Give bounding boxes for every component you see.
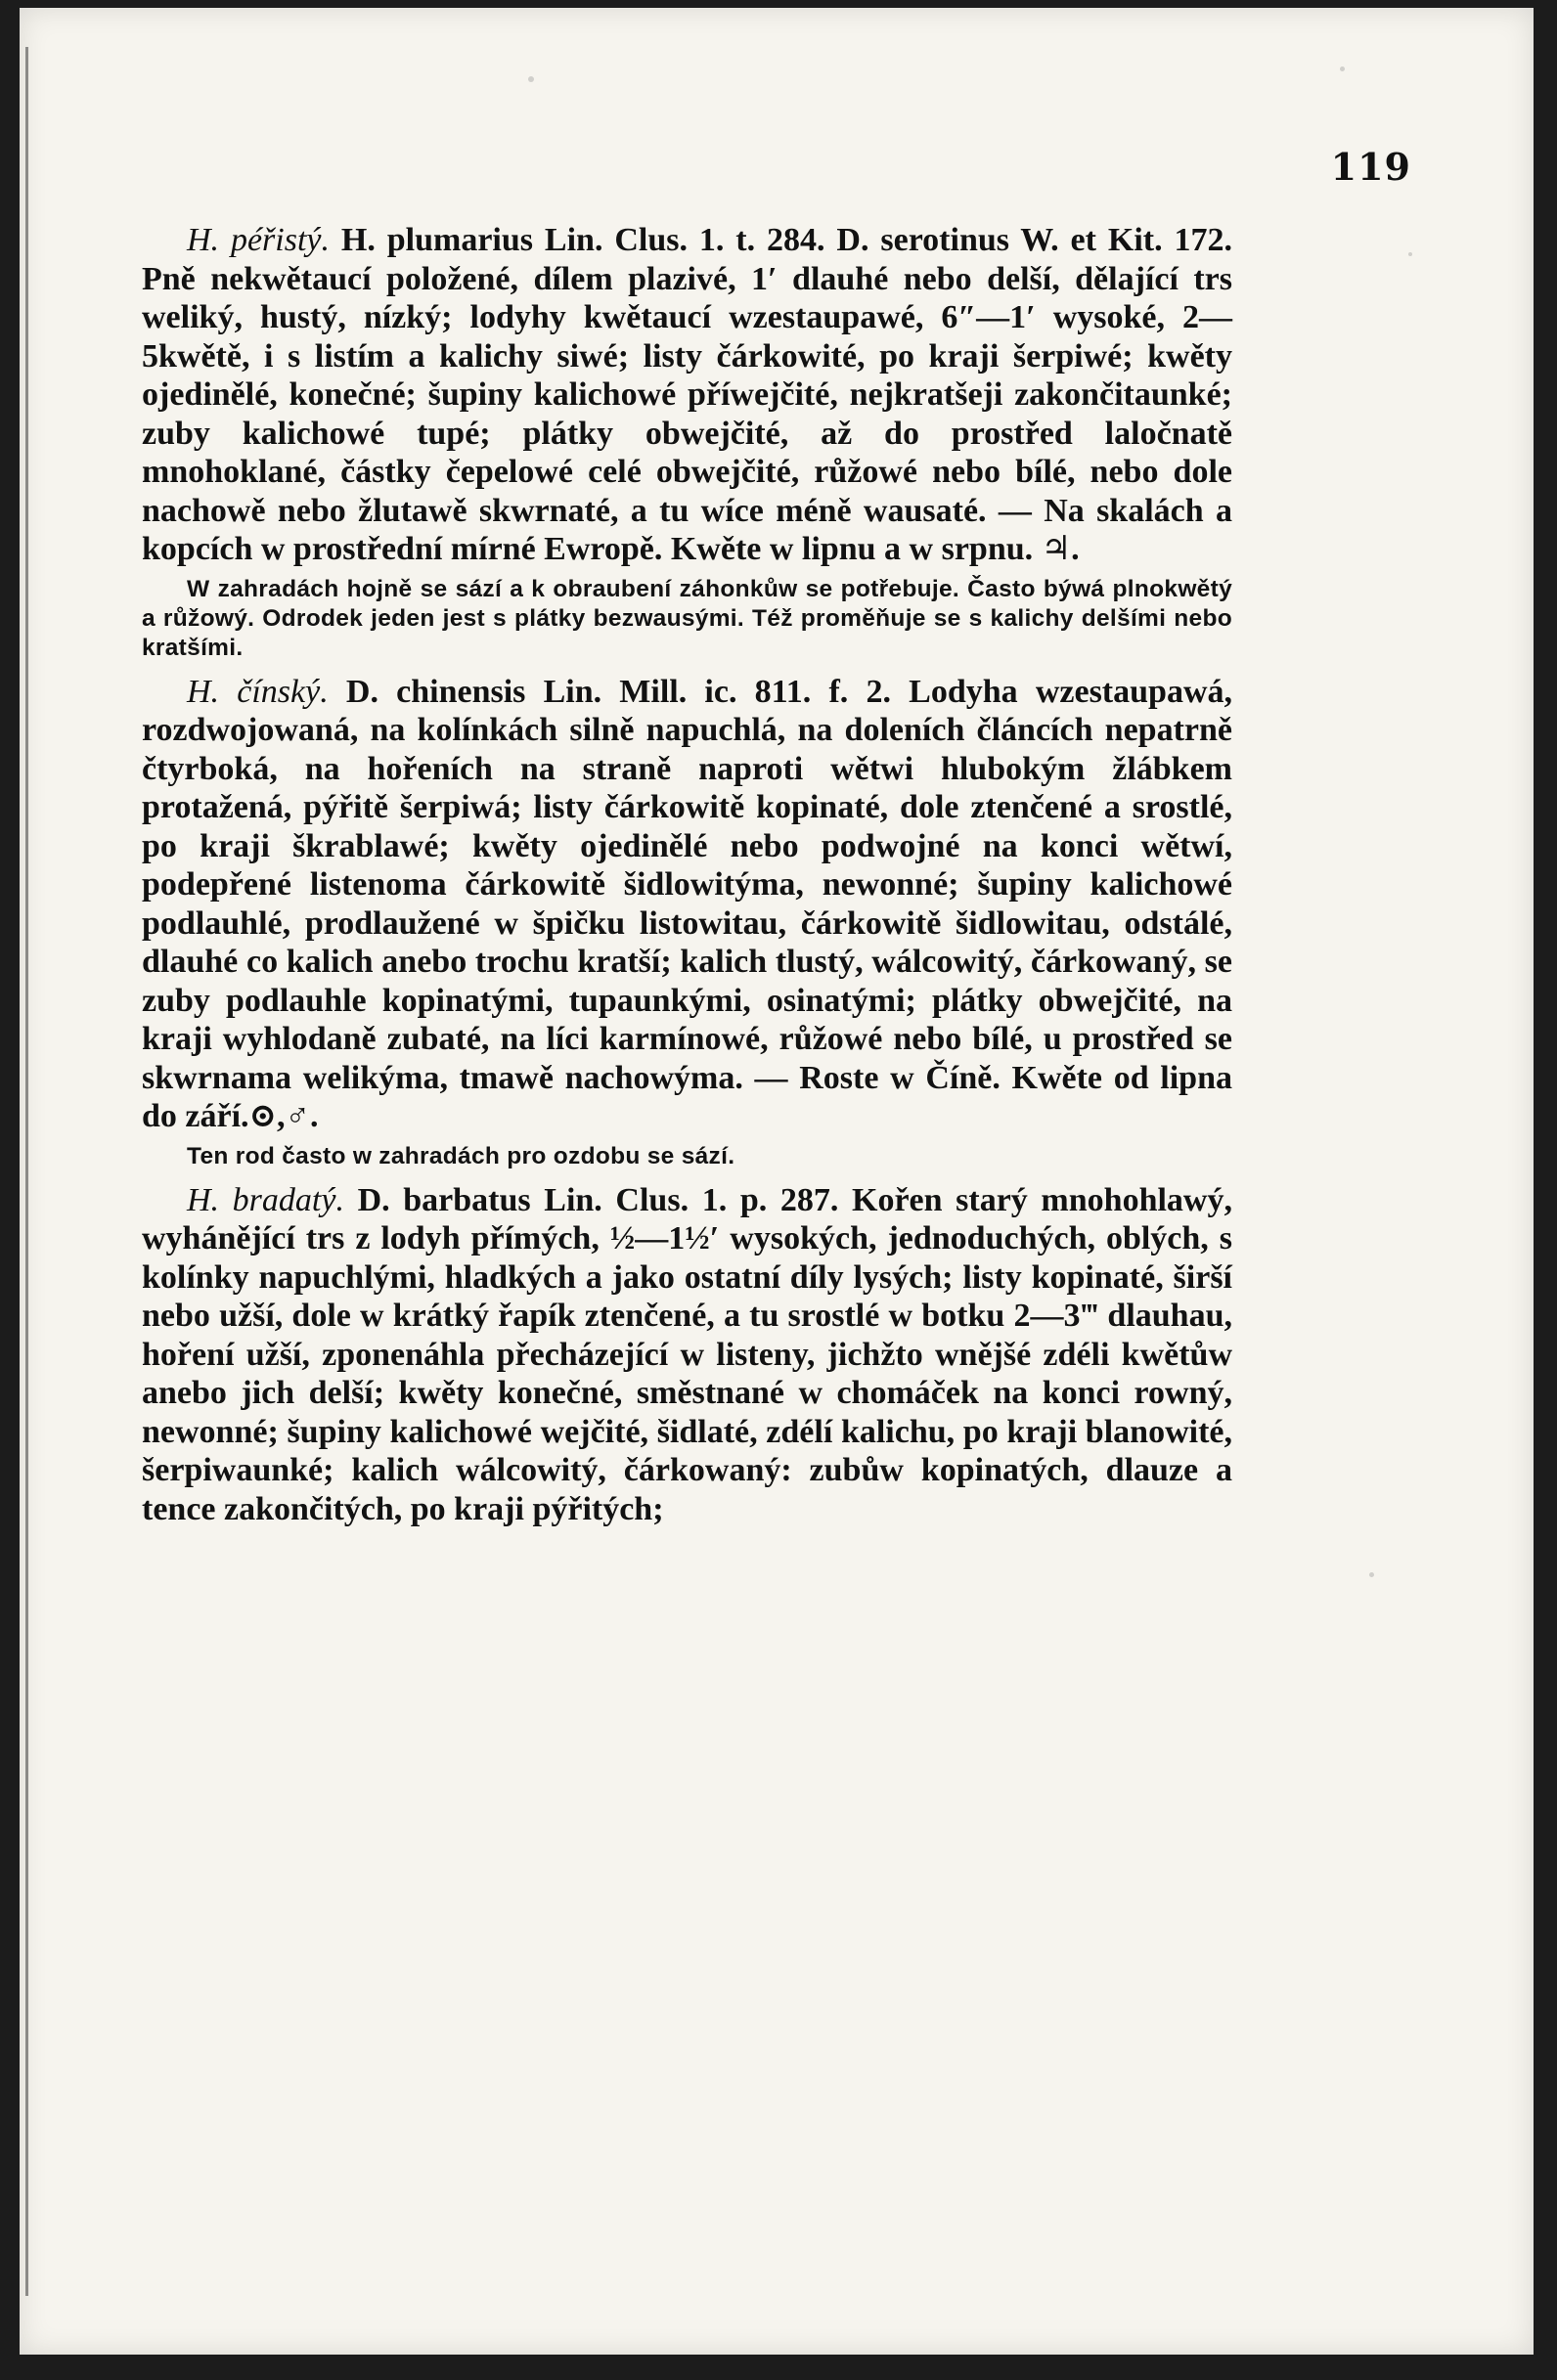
entry-text: H. plumarius Lin. Clus. 1. t. 284. D. serotinus W. et Kit. 172. Pně nekwětaucí položené, dílem plazivé, 1′ dlauhé nebo delší, dělající trs weliký, hustý, nízký; lodyhy kwětaucí wzestaupawé, 6″—1′ wysoké, 2—5kwětě, i s listím a kalichy siwé; listy čárkowité, po kraji šerpiwé; kwěty ojedinělé, konečné; šupiny kalichowé příwejčité, nejkratšeji zakončitaunké; zuby kalichowé tupé; plátky obwejčité, až do prostřed laločnatě mnohoklané, částky čepelowé celé obwejčité, růžowé nebo bílé, nebo dole nachowě nebo žlutawě skwrnaté, a tu wíce méně wausaté. — Na skalách a kopcích w prostřední mírné Ewropě. Kwěte w lipnu a w srpnu. ♃. — [142, 222, 1232, 567]
paper-speck — [1408, 252, 1412, 256]
footnote-plumarius: W zahradách hojně se sází a k obraubení záhonkůw se potřebuje. Často býwá plnokwětý a růžowý. Odrodek jeden jest s plátky bezwausými. Též proměňuje se s kalichy delšími nebo kratšími. — [142, 575, 1232, 661]
entry-text: D. barbatus Lin. Clus. 1. p. 287. Kořen starý mnohohlawý, wyhánějící trs z lodyh přímých, ½—1½′ wysokých, jednoduchých, oblých, s kolínky napuchlými, hladkých a jako ostatní díly lysých; listy kopinaté, širší nebo užší, dole w krátký řapík ztenčené, a tu srostlé w botku 2—3‴ dlauhau, hoření užší, zponenáhla přecházející w listeny, jichžto wnějšé zdéli kwětůw anebo jich delší; kwěty konečné, směstnané w chomáček na konci rowný, newonné; šupiny kalichowé wejčité, šidlaté, zdélí kalichu, po kraji blanowité, šerpiwaunké; kalich wálcowitý, čárkowaný: zubůw kopinatých, dlauze a tence zakončitých, po kraji pýřitých; — [142, 1181, 1232, 1527]
entry-title: H. bradatý. — [187, 1181, 344, 1218]
paper-speck — [528, 76, 534, 82]
entry-barbatus — [142, 1181, 1232, 1529]
entry-chinensis — [142, 673, 1232, 1136]
footnote-chinensis: Ten rod často w zahradách pro ozdobu se sází. — [187, 1142, 735, 1169]
page-number: 119 — [1330, 145, 1411, 189]
paper-speck — [1369, 1572, 1374, 1577]
paper-speck — [1340, 66, 1345, 71]
entry-text: D. chinensis Lin. Mill. ic. 811. f. 2. Lodyha wzestaupawá, rozdwojowaná, na kolínkách silně napuchlá, na doleních článcích nepatrně čtyrboká, na hořeních na straně naproti wětwi hlubokým žlábkem protažená, pýřitě šerpiwá; listy čárkowitě kopinaté, dole ztenčené a srostlé, po kraji škrablawé; kwěty ojedinělé nebo podwojné na konci wětwí, podepřené listenoma čárkowitě šidlowitýma, newonné; šupiny kalichowé podlauhlé, prodlaužené w špičku listowitau, čárkowitě šidlowitau, odstálé, dlauhé co kalich anebo trochu kratší; kalich tlustý, wálcowitý, čárkowaný, se zuby podlauhle kopinatými, tupaunkými, osinatými; plátky obwejčité, na kraji wyhlodaně zubaté, na líci karmínowé, růžowé nebo bílé, u prostřed se skwrnama welikýma, tmawě nachowýma. — Roste w Číně. Kwěte od lipna do září.⊙,♂. — [142, 673, 1232, 1134]
entry-title: H. čínský. — [187, 673, 329, 710]
entry-title: H. péřistý. — [187, 222, 330, 258]
book-page — [20, 8, 1534, 2355]
page-spine-shadow — [25, 47, 28, 2296]
page-body — [142, 221, 1232, 1528]
entry-plumarius — [142, 221, 1232, 569]
